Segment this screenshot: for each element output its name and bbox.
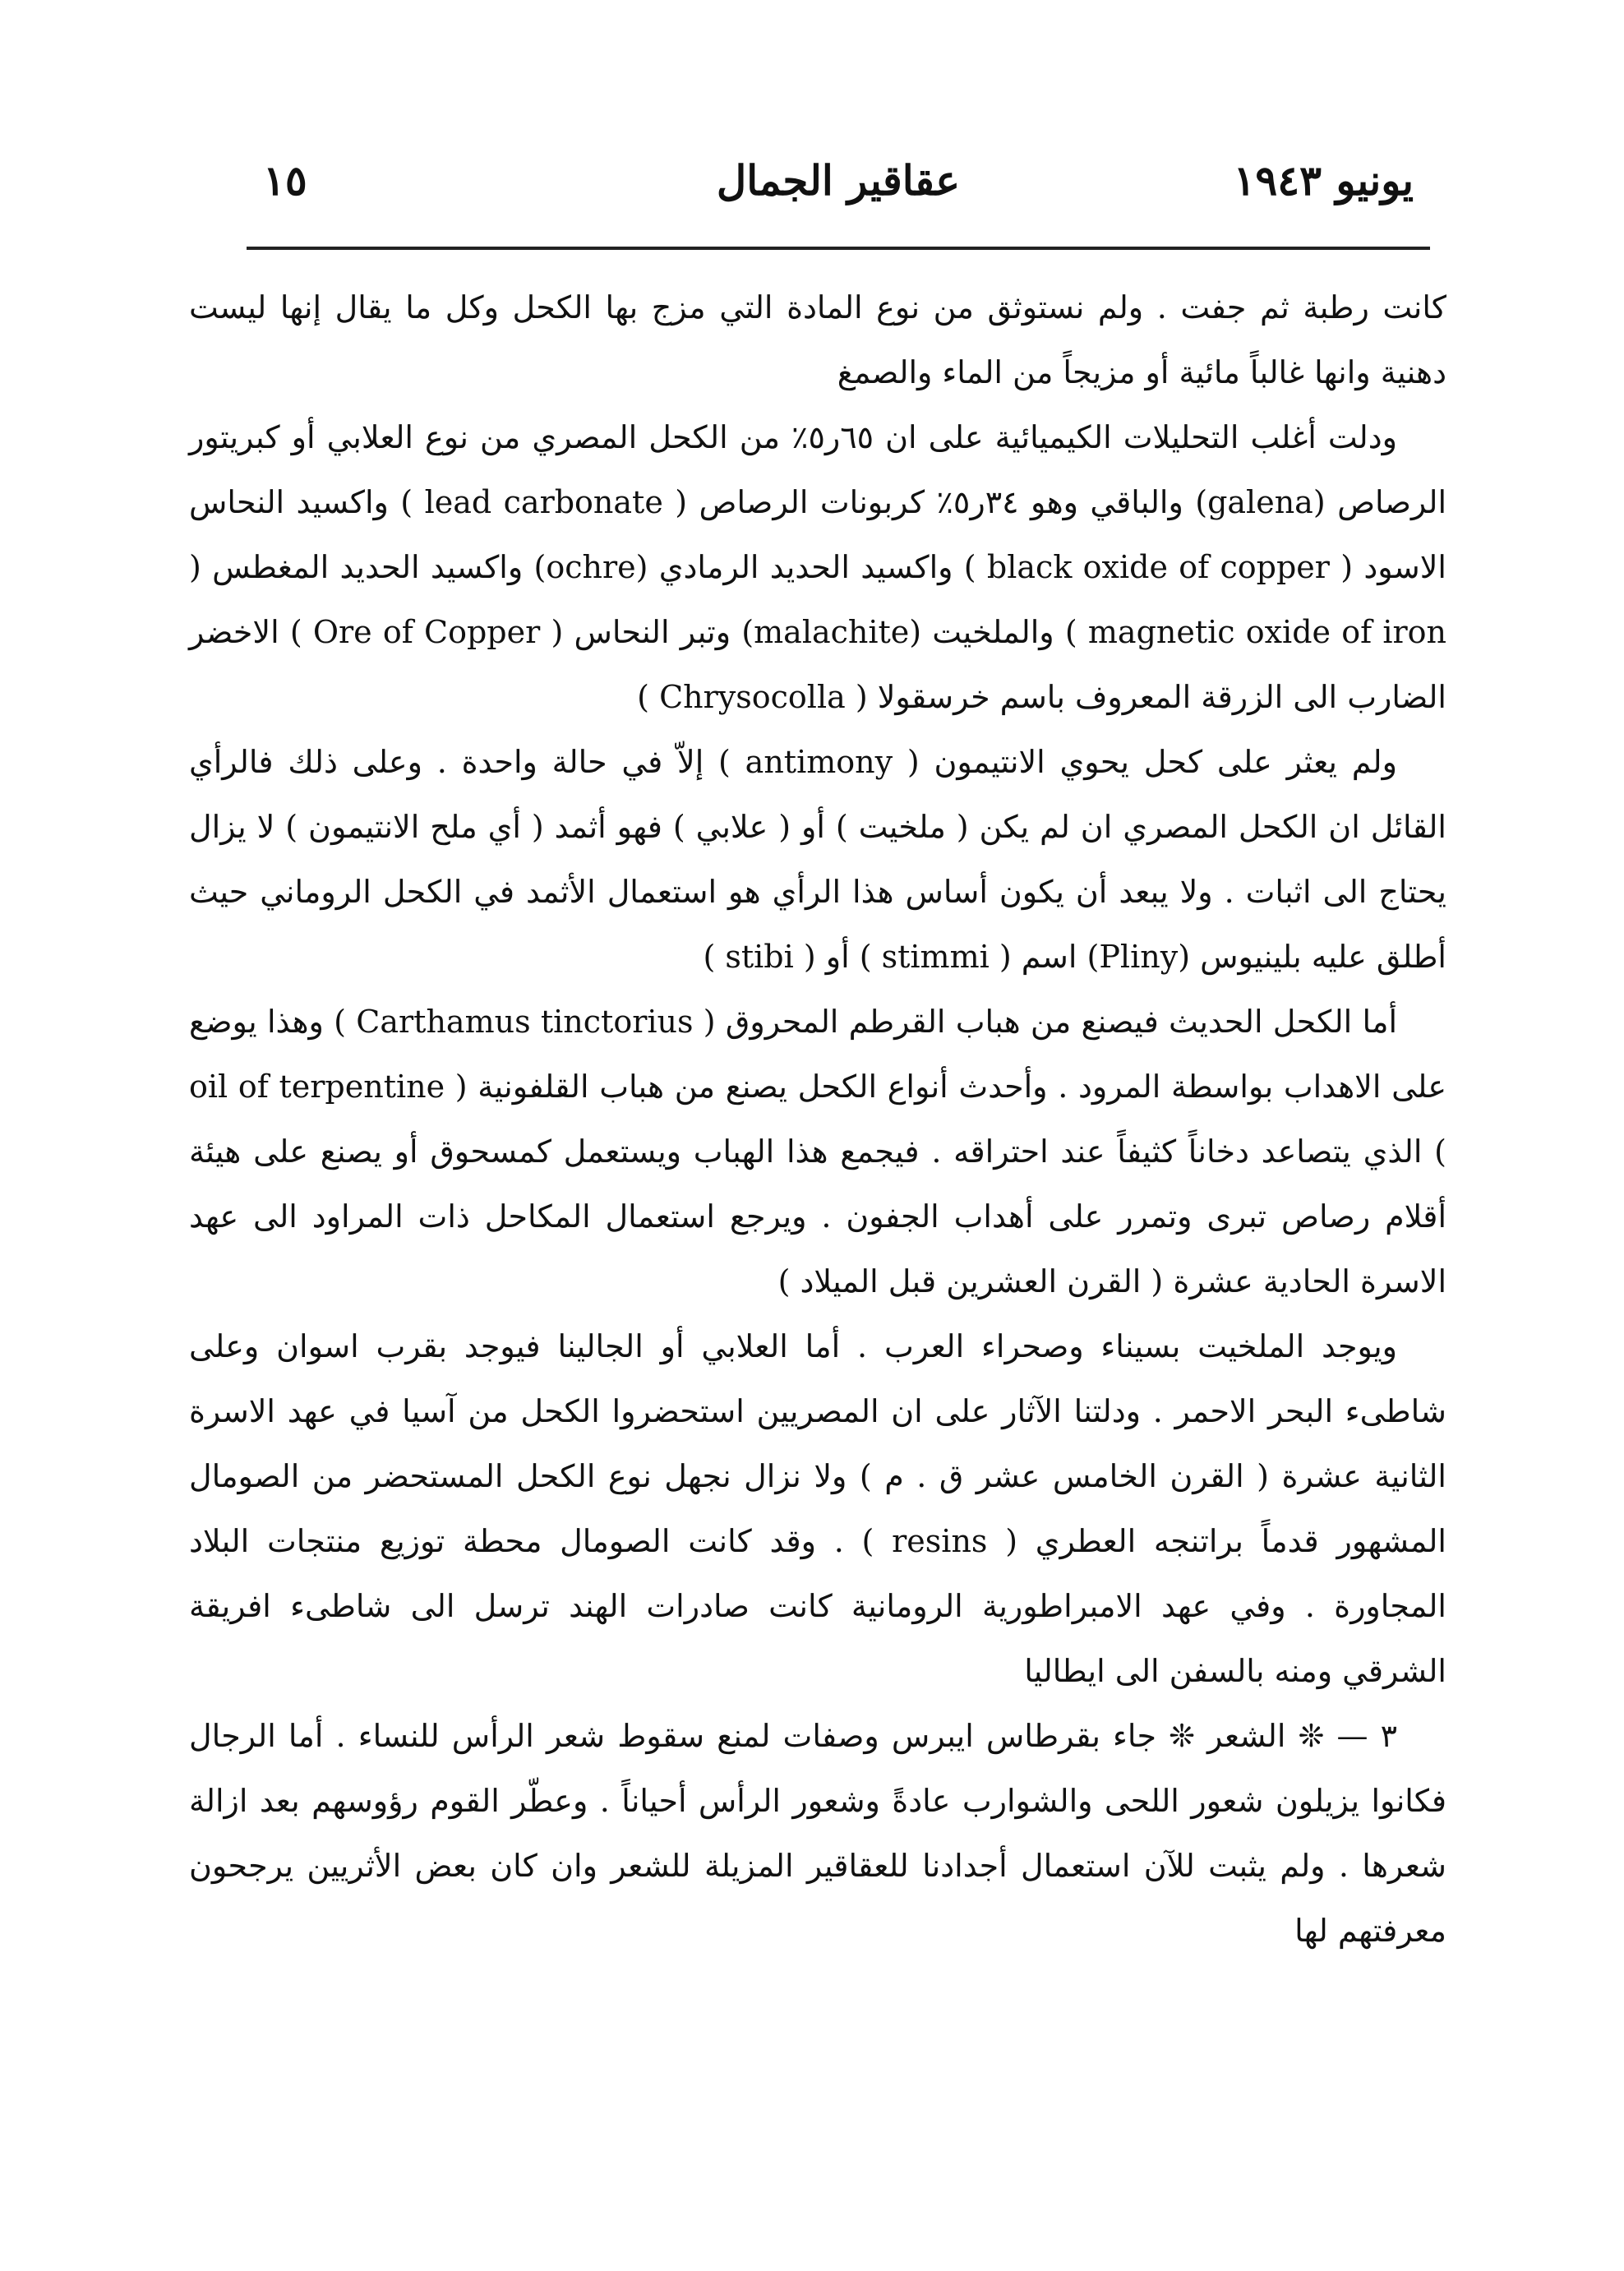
paragraph: ويوجد الملخيت بسيناء وصحراء العرب . أما العلابي أو الجالينا فيوجد بقرب اسوان وعلى شاطىء البحر الاحمر . ودلتنا الآثار على ان المصريين استحضروا الكحل من آسيا في عهد الاسرة الثانية عشرة ( القرن الخامس عشر ق . م ) ولا نزال نجهل نوع الكحل المستحضر من الصومال المشهور قدماً براتنجه العطري ( resins ) . وقد كانت الصومال محطة توزيع منتجات البلاد المجاورة . وفي عهد الامبراطورية الرومانية كانت صادرات الهند ترسل الى شاطىء افريقة الشرقي ومنه بالسفن الى ايطاليا <box>189 1328 1446 1689</box>
paragraph: ودلت أغلب التحليلات الكيميائية على ان ٦٥ر٥٪ من الكحل المصري من نوع العلابي أو كبريتور الرصاص (galena) والباقي وهو ٣٤ر٥٪ كربونات الرصاص ( lead carbonate ) واكسيد النحاس الاسود ( black oxide of copper ) واكسيد الحديد الرمادي (ochre) واكسيد الحديد المغطس ( magnetic oxide of iron ) والملخيت (malachite) وتبر النحاس ( Ore of Copper ) الاخضر الضارب الى الزرقة المعروف باسم خرسقولا ( Chrysocolla ) <box>189 419 1447 715</box>
paragraph: ٣ — ❊ الشعر ❊ جاء بقرطاس ايبرس وصفات لمنع سقوط شعر الرأس للنساء . أما الرجال فكانوا يزيلون شعور اللحى والشوارب عادةً وشعور الرأس أحياناً . وعطّر القوم رؤوسهم بعد ازالة شعرها . ولم يثبت للآن استعمال أجدادنا للعقاقير المزيلة للشعر وان كان بعض الأثريين يرجحون معرفتهم لها <box>189 1718 1446 1949</box>
paragraph: أما الكحل الحديث فيصنع من هباب القرطم المحروق ( Carthamus tinctorius ) وهذا يوضع على الاهداب بواسطة المرود . وأحدث أنواع الكحل يصنع من هباب القلفونية ( oil of terpentine ) الذي يتصاعد دخاناً كثيفاً عند احتراقه . فيجمع هذا الهباب ويستعمل كمسحوق أو يصنع على هيئة أقلام رصاص تبرى وتمرر على أهداب الجفون . ويرجع استعمال المكاحل ذات المراود الى عهد الاسرة الحادية عشرة ( القرن العشرين قبل الميلاد ) <box>189 1004 1446 1299</box>
page-header <box>247 148 1430 238</box>
article-body <box>189 275 1446 1964</box>
paragraph: ولم يعثر على كحل يحوي الانتيمون ( antimony ) إلاّ في حالة واحدة . وعلى ذلك فالرأي القائل ان الكحل المصري ان لم يكن ( ملخيت ) أو ( علابي ) فهو أثمد ( أي ملح الانتيمون ) لا يزال يحتاج الى اثبات . ولا يبعد أن يكون أساس هذا الرأي هو استعمال الأثمد في الكحل الروماني حيث أطلق عليه بلينيوس (Pliny) اسم ( stimmi ) أو ( stibi ) <box>189 744 1446 975</box>
header-rule <box>247 247 1430 250</box>
header-date: يونيو ١٩٤٣ <box>1233 156 1414 205</box>
running-title: عقاقير الجمال <box>716 156 961 205</box>
page-number: ١٥ <box>263 156 307 205</box>
paragraph: كانت رطبة ثم جفت . ولم نستوثق من نوع المادة التي مزج بها الكحل وكل ما يقال إنها ليست دهنية وانها غالباً مائية أو مزيجاً من الماء والصمغ <box>189 289 1446 390</box>
